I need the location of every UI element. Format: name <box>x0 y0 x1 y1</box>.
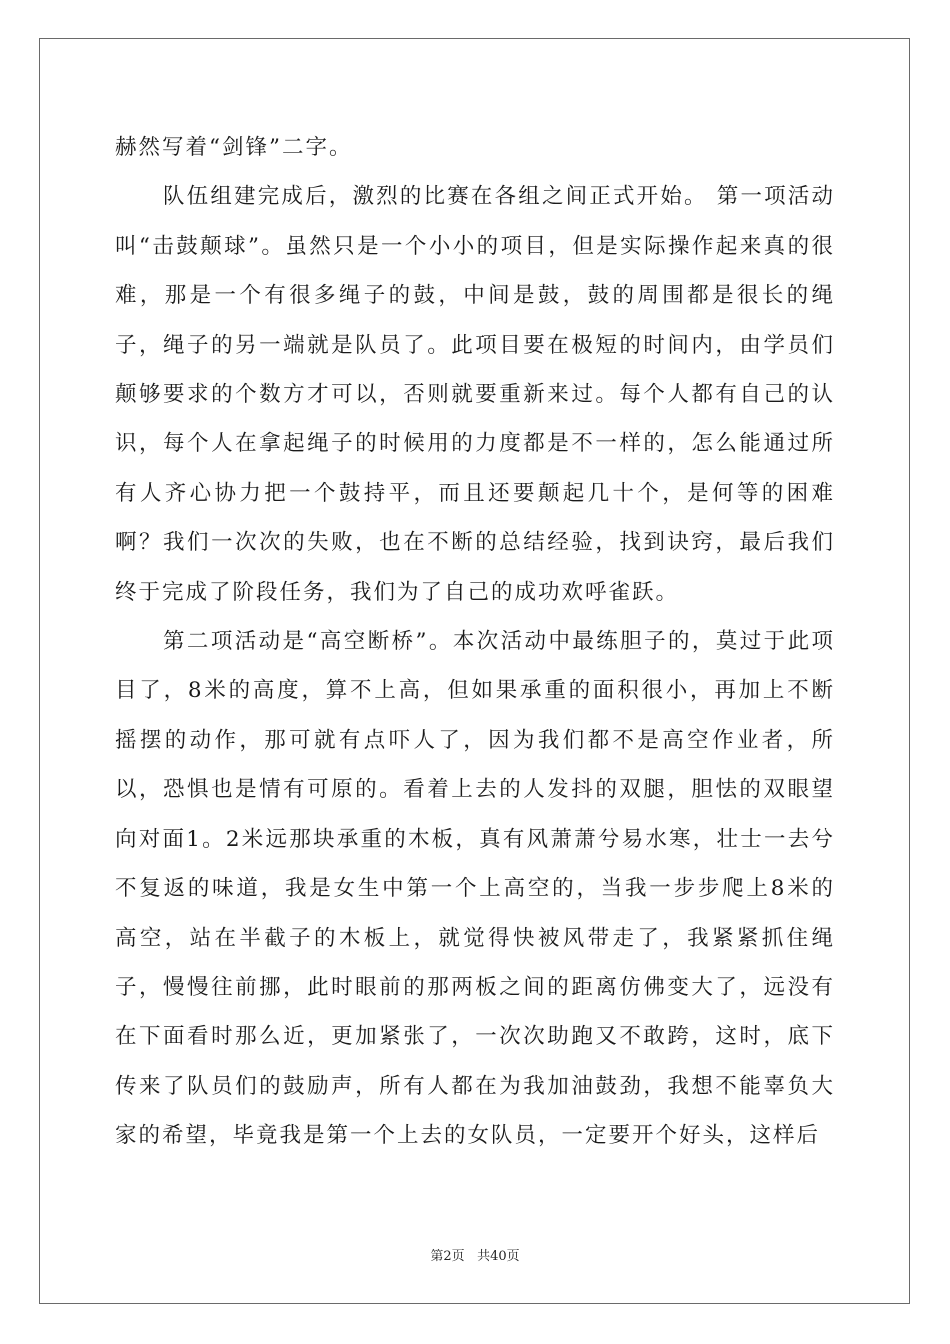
document-body <box>115 123 835 1161</box>
total-pages: 共40页 <box>477 1249 520 1264</box>
page-footer <box>0 1245 950 1264</box>
paragraph: 第二项活动是“高空断桥”。本次活动中最练胆子的，莫过于此项目了，8米的高度，算不上高，但如果承重的面积很小，再加上不断摇摆的动作，那可就有点吓人了，因为我们都不是高空作业者，所以，恐惧也是情有可原的。看着上去的人发抖的双腿，胆怯的双眼望向对面1。2米远那块承重的木板，真有风萧萧兮易水寒，壮士一去兮不复返的味道，我是女生中第一个上高空的，当我一步步爬上8米的高空，站在半截子的木板上，就觉得快被风带走了，我紧紧抓住绳子，慢慢往前挪，此时眼前的那两板之间的距离仿佛变大了，远没有在下面看时那么近，更加紧张了，一次次助跑又不敢跨，这时，底下传来了队员们的鼓励声，所有人都在为我加油鼓劲，我想不能辜负大家的希望，毕竟我是第一个上去的女队员，一定要开个好头，这样后 <box>115 629 835 1149</box>
page-number: 第2页 <box>430 1249 465 1264</box>
paragraph: 队伍组建完成后，激烈的比赛在各组之间正式开始。 第一项活动叫“击鼓颠球”。虽然只是一个小小的项目，但是实际操作起来真的很难，那是一个有很多绳子的鼓，中间是鼓，鼓的周围都是很长的绳子，绳子的另一端就是队员了。此项目要在极短的时间内，由学员们颠够要求的个数方才可以，否则就要重新来过。每个人都有自己的认识，每个人在拿起绳子的时候用的力度都是不一样的，怎么能通过所有人齐心协力把一个鼓持平，而且还要颠起几十个，是何等的困难啊？我们一次次的失败，也在不断的总结经验，找到诀窍，最后我们终于完成了阶段任务，我们为了自己的成功欢呼雀跃。 <box>115 184 835 605</box>
paragraph: 赫然写着“剑锋”二字。 <box>115 135 353 160</box>
